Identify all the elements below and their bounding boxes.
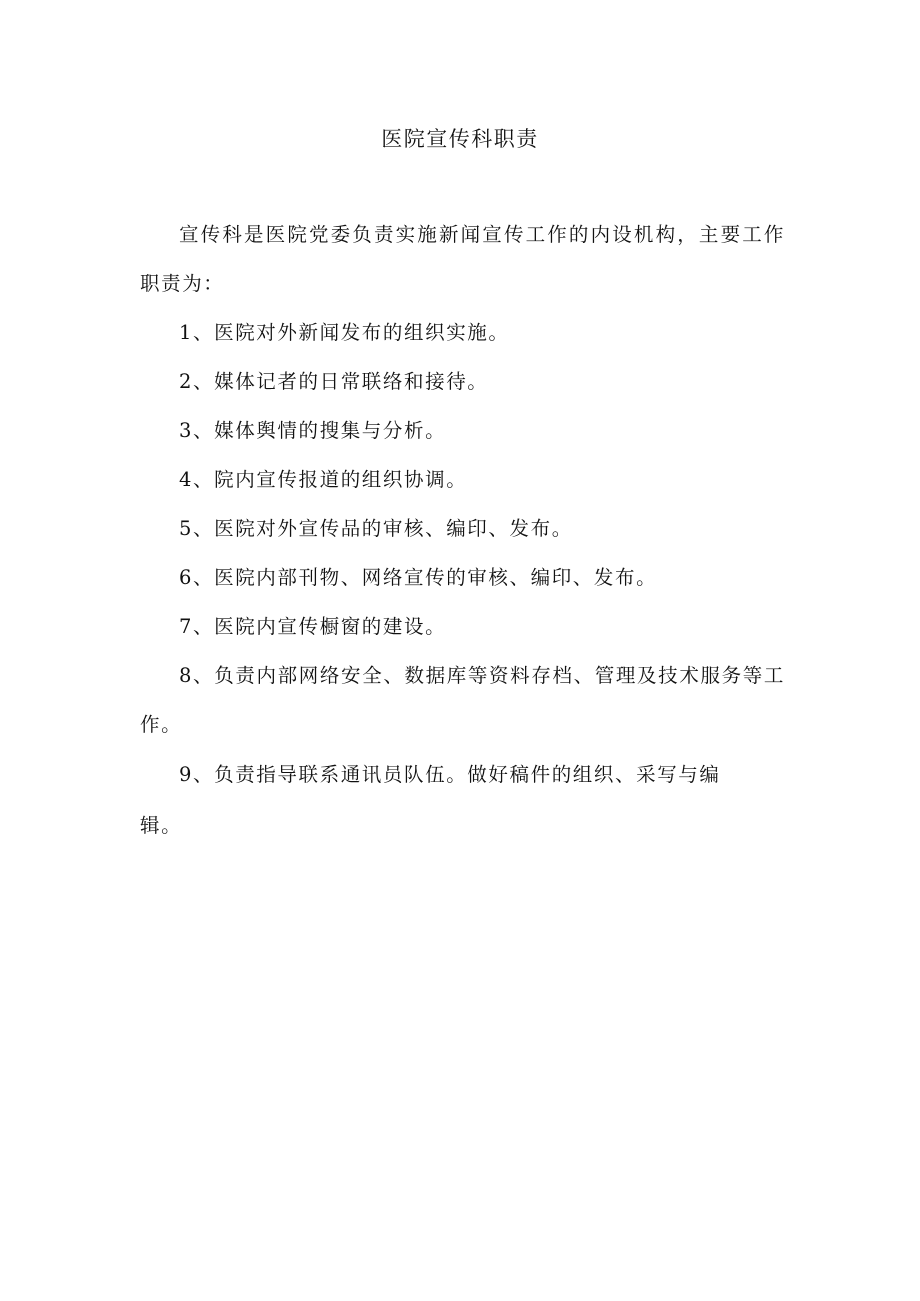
duty-item-4: 4、院内宣传报道的组织协调。 xyxy=(179,468,468,491)
document-title: 医院宣传科职责 xyxy=(381,127,539,151)
duty-item-2: 2、媒体记者的日常联络和接待。 xyxy=(179,370,489,393)
duty-item-7: 7、医院内宣传橱窗的建设。 xyxy=(179,615,447,638)
duty-item-8: 8、负责内部网络安全、数据库等资料存档、管理及技术服务等工作。 xyxy=(140,664,785,736)
duty-item-6: 6、医院内部刊物、网络宣传的审核、编印、发布。 xyxy=(179,566,658,589)
duty-item-5: 5、医院对外宣传品的审核、编印、发布。 xyxy=(179,517,573,540)
duty-item-1: 1、医院对外新闻发布的组织实施。 xyxy=(179,321,510,344)
duty-item-3: 3、媒体舆情的搜集与分析。 xyxy=(179,419,447,442)
document-body xyxy=(140,210,785,851)
intro-paragraph: 宣传科是医院党委负责实施新闻宣传工作的内设机构，主要工作职责为： xyxy=(140,223,785,295)
duty-item-9: 9、负责指导联系通讯员队伍。做好稿件的组织、采写与编辑。 xyxy=(140,763,721,837)
